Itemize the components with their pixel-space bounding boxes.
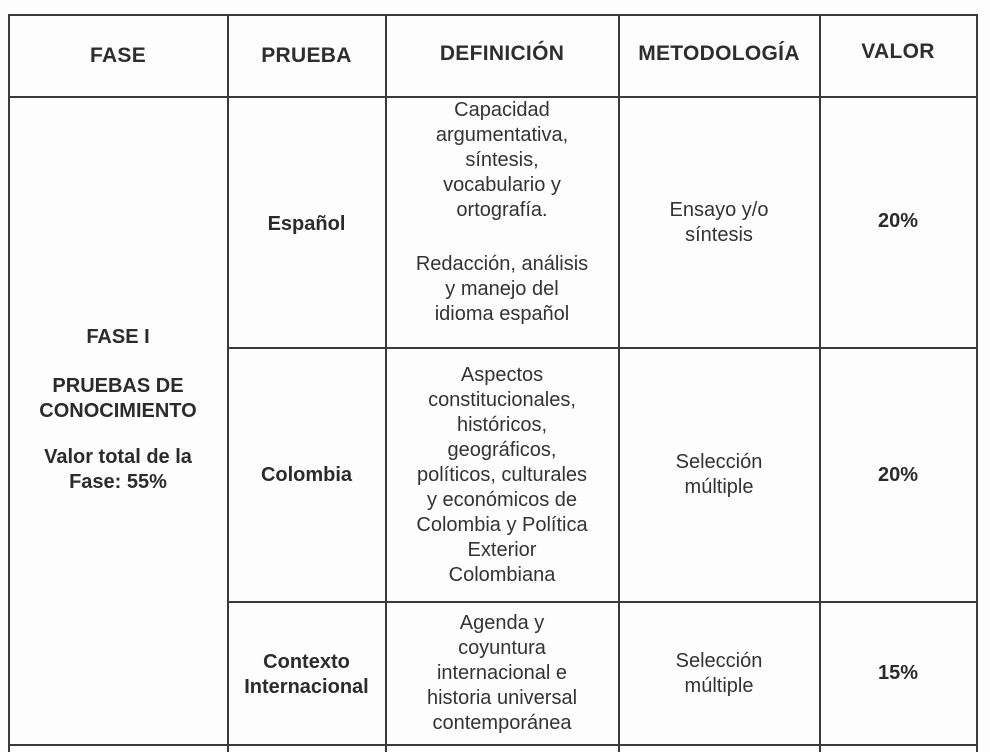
row-espanol-definicion-part1: Capacidad argumentativa, síntesis, vocabulario y ortografía. [435,99,569,221]
row-colombia-metodologia: Selección múltiple [675,451,763,498]
row-colombia-prueba: Colombia [260,463,353,486]
phase-name: FASE I [86,326,150,348]
row-espanol-definicion [386,98,618,347]
row-contexto-valor: 15% [877,662,919,684]
header-valor: VALOR [861,40,935,63]
table-border-right [976,14,978,752]
row-contexto-prueba-line1: Contexto [263,650,350,673]
header-fase: FASE [89,44,147,67]
row-colombia-valor: 20% [877,463,919,486]
row-contexto-prueba-line2: Internacional [244,675,369,698]
row-espanol-definicion-part2: Redacción, análisis y manejo del idioma español [415,253,589,325]
phase-cell [9,320,227,530]
table-bottom-rule [8,744,977,746]
row-contexto-definicion: Agenda y coyuntura internacional e historia universal contemporánea [426,612,578,734]
header-definicion: DEFINICIÓN [439,42,565,65]
header-metodologia: METODOLOGÍA [638,42,800,65]
row-colombia-definicion: Aspectos constitucionales, históricos, geográficos, políticos, culturales y económicos de Colombia y Política Exterior Colombiana [416,363,588,586]
phase-total-line1: Valor total de la [44,446,192,468]
phase-total-line2: Fase: 55% [69,471,167,493]
row-contexto-prueba [228,603,385,746]
phase-subtitle-line1: PRUEBAS DE [52,375,184,397]
phase-subtitle-line2: CONOCIMIENTO [39,400,197,422]
header-prueba: PRUEBA [261,44,352,67]
row-espanol-prueba: Español [267,212,346,235]
row-contexto-metodologia: Selección múltiple [675,649,763,697]
row-espanol-valor: 20% [877,210,919,232]
row-espanol-metodologia: Ensayo y/o síntesis [669,198,769,246]
